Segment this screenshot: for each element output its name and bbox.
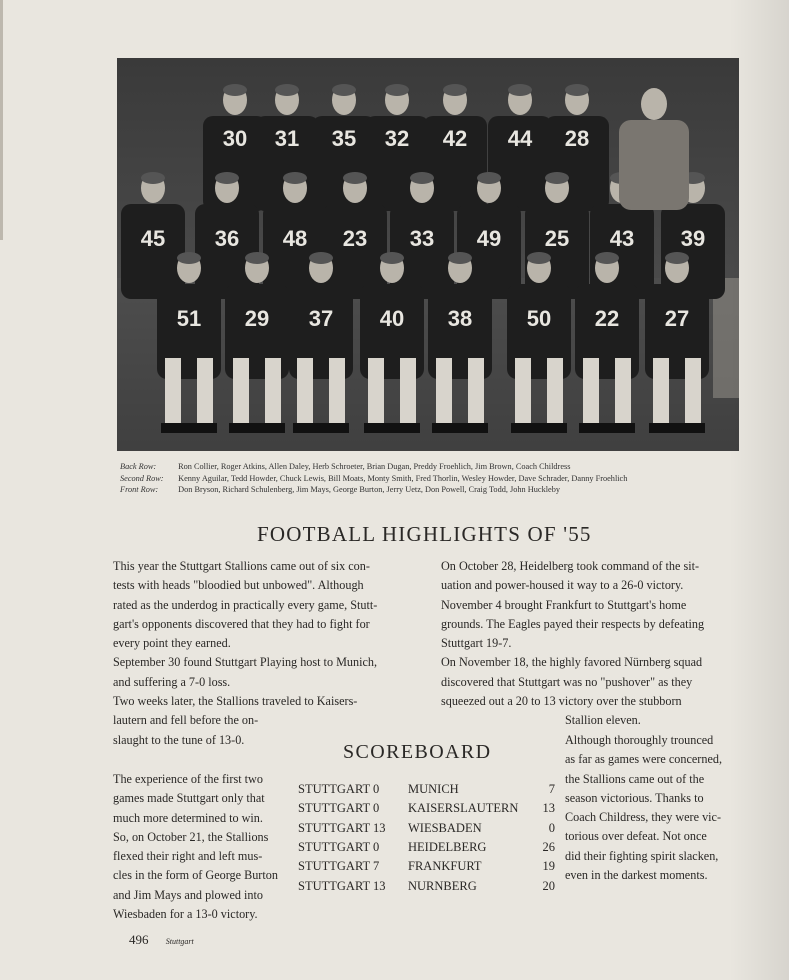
player-shoes bbox=[293, 423, 349, 433]
player-leg bbox=[583, 358, 599, 428]
jersey-number: 40 bbox=[379, 306, 405, 331]
scoreboard-title: SCOREBOARD bbox=[343, 741, 492, 763]
paragraph: Two weeks later, the Stallions traveled to Kaisers- lautern and fell before the on- slaught to the tune of 13-0. bbox=[113, 694, 358, 747]
caption-back-row bbox=[120, 461, 760, 473]
player-leg bbox=[685, 358, 701, 428]
right-column-bottom bbox=[565, 731, 745, 885]
table-row: STUTTGART 0 MUNICH 7 bbox=[298, 782, 555, 797]
right-column-top bbox=[441, 557, 746, 731]
page-number: 496 bbox=[129, 932, 149, 947]
left-column-top bbox=[113, 557, 413, 750]
player-leg bbox=[329, 358, 345, 428]
caption-row-label: Second Row: bbox=[120, 473, 164, 483]
page-footer bbox=[129, 932, 194, 948]
jersey-number: 30 bbox=[222, 126, 248, 151]
jersey-number: 25 bbox=[544, 226, 570, 251]
table-row: STUTTGART 13 WIESBADEN 0 bbox=[298, 820, 555, 835]
table-row: STUTTGART 13 NURNBERG 20 bbox=[298, 878, 555, 893]
player-leg bbox=[436, 358, 452, 428]
player-leg bbox=[400, 358, 416, 428]
player-shoes bbox=[161, 423, 217, 433]
player-shoes bbox=[649, 423, 705, 433]
photo-caption bbox=[120, 461, 760, 496]
paragraph: The experience of the first two games made Stuttgart only that much more determined to win. So, on October 21, the Stallions flexed their right and left mus- cles in the form of George Burton and Jim Mays and plowed into Wiesbaden for a 13-0 victory. bbox=[113, 772, 278, 922]
jersey-number: 28 bbox=[564, 126, 590, 151]
player-leg bbox=[297, 358, 313, 428]
jersey-number: 31 bbox=[274, 126, 300, 151]
left-column-bottom bbox=[113, 770, 293, 924]
player-shoes bbox=[511, 423, 567, 433]
jersey-number: 32 bbox=[384, 126, 410, 151]
jersey-number: 39 bbox=[680, 226, 706, 251]
jersey-number: 36 bbox=[214, 226, 240, 251]
paragraph: This year the Stuttgart Stallions came out of six con- tests with heads "bloodied but unbowed". Although rated as the underdog in practically every game, Stutt- gart's opponents discovered that they had to fight for every point they earned. bbox=[113, 559, 378, 651]
player-leg bbox=[165, 358, 181, 428]
table-row: STUTTGART 0 HEIDELBERG 26 bbox=[298, 840, 555, 855]
jersey-number: 49 bbox=[476, 226, 502, 251]
jersey-number: 22 bbox=[594, 306, 620, 331]
player-shoes bbox=[579, 423, 635, 433]
table-row: STUTTGART 7 FRANKFURT 19 bbox=[298, 859, 555, 874]
player-leg bbox=[468, 358, 484, 428]
paragraph: On November 18, the highly favored Nürnberg squad discovered that Stuttgart was no "pushover" as they squeezed out a 20 to 13 victory over the stubborn Stallion eleven. bbox=[441, 655, 703, 728]
player-shoes bbox=[364, 423, 420, 433]
jersey-number: 50 bbox=[526, 306, 552, 331]
jersey-number: 33 bbox=[409, 226, 435, 251]
scoreboard-table bbox=[298, 780, 555, 896]
jersey-number: 45 bbox=[140, 226, 166, 251]
jersey-number: 48 bbox=[282, 226, 308, 251]
jersey-number: 51 bbox=[176, 306, 202, 331]
caption-row-names: Kenny Aguilar, Tedd Howder, Chuck Lewis, Bill Moats, Monty Smith, Fred Thorlin, Wesley Howder, Dave Schrader, Danny Froehlich bbox=[178, 473, 628, 483]
player-leg bbox=[615, 358, 631, 428]
caption-row-names: Don Bryson, Richard Schulenberg, Jim Mays, George Burton, Jerry Uetz, Don Powell, Craig Todd, John Huckleby bbox=[178, 485, 561, 494]
player-leg bbox=[547, 358, 563, 428]
player-leg bbox=[515, 358, 531, 428]
caption-row-label: Back Row: bbox=[120, 462, 157, 471]
player-shoes bbox=[229, 423, 285, 433]
article-title: FOOTBALL HIGHLIGHTS OF '55 bbox=[257, 522, 592, 546]
caption-row-label: Front Row: bbox=[120, 485, 159, 494]
paragraph: On October 28, Heidelberg took command of the sit- uation and power-housed it way to a 26-0 victory. November 4 brought Frankfurt to Stuttgart's home grounds. The Eagles payed their respects by defeating Stuttgart 19-7. bbox=[441, 559, 705, 651]
jersey-number: 43 bbox=[609, 226, 635, 251]
jersey-number: 29 bbox=[244, 306, 270, 331]
jersey-number: 42 bbox=[442, 126, 468, 151]
jersey-number: 27 bbox=[664, 306, 690, 331]
binding-edge bbox=[0, 0, 3, 240]
jersey-number: 37 bbox=[308, 306, 334, 331]
jersey-number: 38 bbox=[447, 306, 473, 331]
caption-second-row bbox=[120, 473, 760, 485]
jersey-number: 44 bbox=[507, 126, 533, 151]
jersey-number: 23 bbox=[342, 226, 368, 251]
team-photo-image bbox=[117, 58, 739, 451]
player-shoes bbox=[432, 423, 488, 433]
team-photo bbox=[117, 58, 739, 451]
player-leg bbox=[653, 358, 669, 428]
player-leg bbox=[197, 358, 213, 428]
table-row: STUTTGART 0 KAISERSLAUTERN 13 bbox=[298, 801, 555, 816]
jersey-number: 35 bbox=[331, 126, 357, 151]
running-head: Stuttgart bbox=[165, 937, 194, 946]
paragraph: September 30 found Stuttgart Playing host to Munich, and suffering a 7-0 loss. bbox=[113, 655, 378, 689]
caption-front-row bbox=[120, 484, 760, 496]
paragraph: Although thoroughly trounced as far as games were concerned, the Stallions came out of the season victorious. Thanks to Coach Childress, they were vic- torious over defeat. Not once did their fighting spirit slacken, even in the darkest moments. bbox=[565, 733, 722, 883]
caption-row-names: Ron Collier, Roger Atkins, Allen Daley, Herb Schroeter, Brian Dugan, Preddy Froehlich, Jim Brown, Coach Childress bbox=[178, 462, 571, 471]
player-leg bbox=[368, 358, 384, 428]
player-leg bbox=[233, 358, 249, 428]
player-leg bbox=[265, 358, 281, 428]
